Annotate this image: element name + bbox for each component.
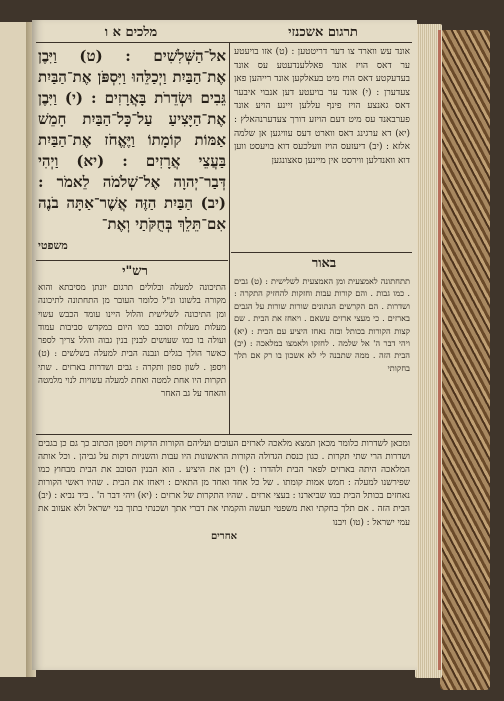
bottom-commentary-text: ומכאן לשדרות כלומר מכאן תמצא מלאכה לארזים העובים ועליהם הקורות הדקות ויספן הכתוב כך גם כן בגבים ושדרות הרי שתי תקרות . כגון כנסת הגדולה הקורות הראשונות היו עבות והשניות דקות על גביהן . וכל אותה המלאכה היתה בארזים לפאר הבית ולהדרו : (י) ויבן את היציע . הוא הבנין הסובב את הבית מבחוץ כמו שפירשנו למעלה : חמש אמות קומתו . של כל אחד ואחד מן התאים : ויאחז את הבית . שהיו ראשי הקורות נאחזים בכותל הבית כמו שביארנו : בעצי ארזים . שהיו התקרות של ארזים : (יא) ויהי דבר ה' . ביד נביא : (יב) הבית הזה . אם תלך בחקתי ואת משפטי תעשה והקמתי את דברי אתך ושכנתי בתוך בני ישראל ולא אעזוב את עמי ישראל : (טו) ויבנו [38, 439, 410, 528]
red-page-edge [438, 30, 441, 670]
header-rule [36, 42, 412, 43]
beur-commentary: תתחתונה לאמצעית ומן האמצעית לשלישית : (ט) גבים . כמו גבות . והם קורות עבות וחזקות להחזיק התקרה : ושדרות . הם הקרשים הנתונים שורות שורות על הגבים בארזים . כי מעצי ארזים עשאם . ויאחז את הבית . שם קצות הקורות בכותל ובזה נאחז היציע עם הבית : (יא) ויהי דבר ה' אל שלמה . לחזקו ולאמצו במלאכה : (יב) הבית הזה . ממה שתבנה לי לא אשכון בו רק אם תלך בחקותי [234, 276, 410, 373]
biblical-text [38, 46, 226, 256]
rashi-rule [36, 260, 228, 261]
verse-text: אל־הַשְּׁלִשִׁים : (ט) וַיִּבֶן אֶת־הַבַּיִת וַיְכַלֵּהוּ וַיִּסְפֹּן אֶת־הַבַּיִת גֵּבִים וּשְׂדֵרֹת בָּאֲרָזִים : (י) וַיִּבֶן אֶת־הַיָּצִיעַ עַל־כָּל־הַבַּיִת חָמֵשׁ אַמּוֹת קוֹמָתוֹ וַיֶּאֱחֹז אֶת־הַבַּיִת בַּעֲצֵי אֲרָזִים : (יא) וַיְהִי דְּבַר־יְהוָה אֶל־שְׁלֹמֹה לֵאמֹר : (יב) הַבַּיִת הַזֶּה אֲשֶׁר־אַתָּה בֹנֶה אִם־תֵּלֵךְ בְּחֻקֹּתַי וְאֶת־ [38, 47, 226, 233]
german-translation: אונד עש ווארד צו דער דריטטען : (ט) אזו בויעטע ער דאס הויז אונד פאללענדעטע עס אונד בעדעקטע דאס הויז מיט בעאלקען אונד רייהען פאן צעדערן : (י) אונד ער בויעטע דען אנבוי איבער דאס גאנצע הויז פינף עללען זיינע הויע אונד פערבאנד עס מיט דעם הויזע דורך צעדערנהאלץ : (יא) דא ערגינג דאס ווארט דעס עוויגען אן שלמה אלזא : (יב) דיעזעס הויז וועלכעס דוא בויעסט ווען דוא וואנדלען ווירסט אין מיינען סאצונגען [234, 47, 410, 166]
bottom-catchword: אחרים [210, 530, 238, 542]
rashi-heading: רש"י [122, 264, 148, 279]
column-divider [229, 42, 230, 434]
running-title-left-column: מלכים א ו [104, 25, 158, 40]
facing-page [0, 22, 29, 677]
beur-rule [231, 252, 412, 253]
catchword: משפטי [38, 239, 68, 252]
running-title-right-column: תרגום אשכנזי [288, 25, 358, 40]
rashi-commentary: התיכונה למעלה ובלולים תרגום יונתן מסיבתא והוא מקורה בלשונו ונ"ל כלומר העובר מן התחתונה לתיכונה ומן התיכונה לשלישית והלול היינו עומד הכבש עשוי מעלות מעלות וסובב כמו היום במקדש סביבות עמוד ועולה בו כמו שעושים לבנין בנין גבוה והלל צריך לספר כאשר הולך בגלים ונבנה הבית למעלה בשלשים : (ט) ויספן . לשון ספון ותקרה : גבים ושדרות בארזים . שתי תקרות היו אחת למטה ואחת למעלה עשויות לנוי מלמטה והאחד על גב האחר [38, 283, 226, 400]
bottom-rule [36, 434, 412, 435]
book-page [32, 20, 417, 670]
bottom-commentary [38, 438, 410, 543]
beur-heading: באור [311, 256, 337, 271]
book-cover-marbled [440, 30, 490, 690]
